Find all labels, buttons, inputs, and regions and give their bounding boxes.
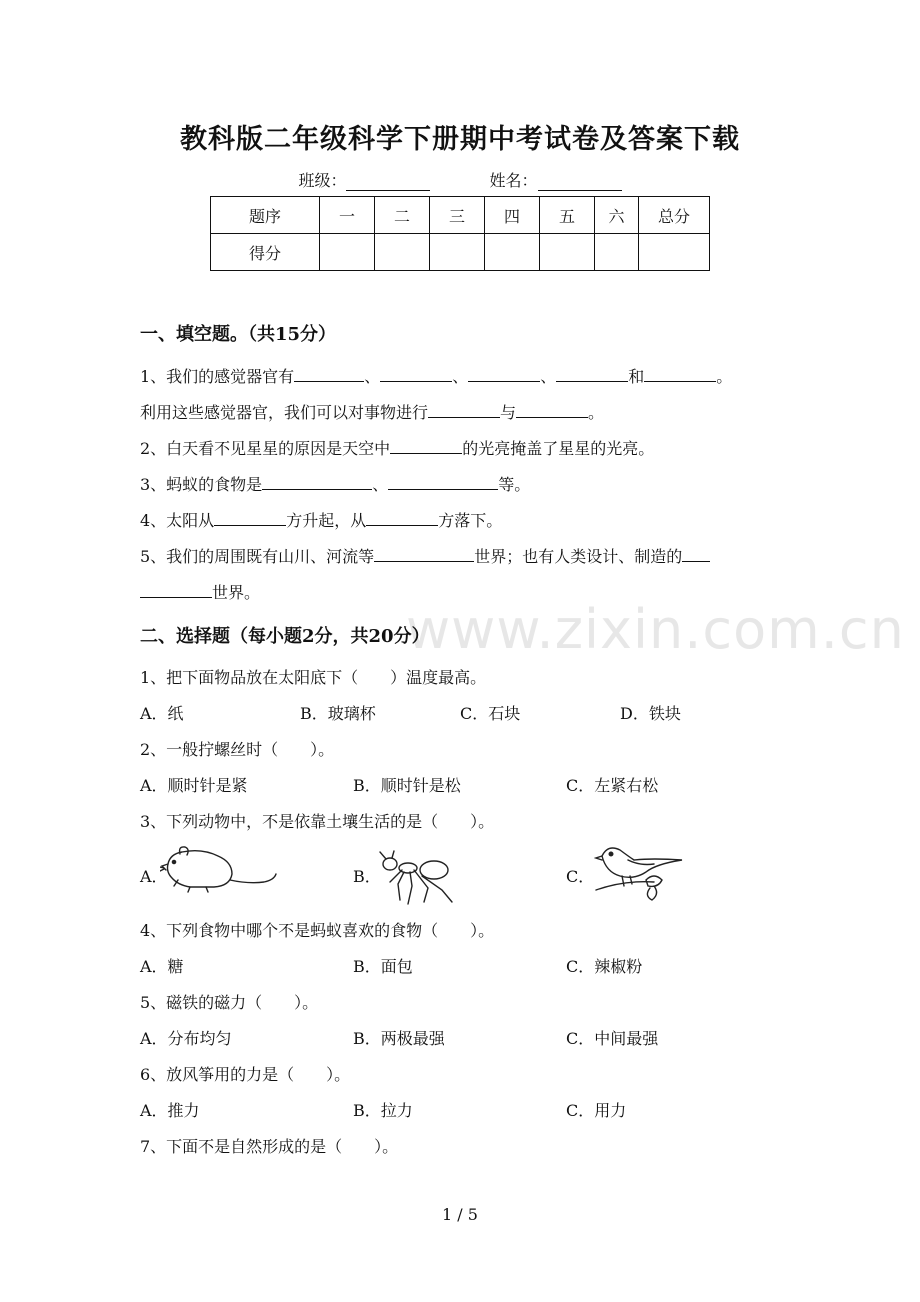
mouse-illustration [160, 842, 280, 894]
table-cell: 一 [320, 197, 375, 234]
option-a[interactable]: A．纸 [140, 704, 184, 723]
choice-q4: 4、下列食物中哪个不是蚂蚁喜欢的食物（ ）。 [140, 921, 495, 940]
table-cell: 得分 [211, 234, 320, 271]
score-cell[interactable] [540, 234, 595, 271]
bird-illustration [594, 842, 686, 906]
choice-q2: 2、一般拧螺丝时（ ）。 [140, 740, 335, 759]
fill-q4 [140, 508, 502, 531]
q-text: 、 [364, 367, 381, 386]
score-cell[interactable] [595, 234, 639, 271]
name-blank[interactable] [538, 172, 622, 191]
table-cell: 总分 [639, 197, 710, 234]
q-text: 2、白天看不见星星的原因是天空中 [140, 439, 391, 458]
answer-blank[interactable] [262, 473, 372, 490]
score-cell[interactable] [485, 234, 540, 271]
answer-blank[interactable] [214, 509, 286, 526]
table-cell: 二 [375, 197, 430, 234]
choice-q6: 6、放风筝用的力是（ ）。 [140, 1065, 351, 1084]
answer-blank[interactable] [294, 365, 364, 382]
class-blank[interactable] [346, 172, 430, 191]
choice-q5: 5、磁铁的磁力（ ）。 [140, 993, 319, 1012]
score-table-header-row [211, 197, 710, 234]
score-table-score-row [211, 234, 710, 271]
q-text: 和 [628, 367, 645, 386]
option-c[interactable]: C．辣椒粉 [566, 957, 643, 976]
score-cell[interactable] [430, 234, 485, 271]
option-b[interactable]: B． [353, 867, 381, 886]
table-cell: 三 [430, 197, 485, 234]
exam-title: 教科版二年级科学下册期中考试卷及答案下载 [180, 124, 740, 155]
name-label: 姓名： [489, 171, 538, 190]
q-text: 方升起，从 [286, 511, 367, 530]
option-c[interactable]: C．中间最强 [566, 1029, 659, 1048]
q-text: 利用这些感觉器官，我们可以对事物进行 [140, 403, 429, 422]
option-b[interactable]: B．顺时针是松 [353, 776, 461, 795]
q-text: 与 [500, 403, 517, 422]
fill-q3 [140, 472, 530, 495]
answer-blank[interactable] [556, 365, 628, 382]
table-cell: 六 [595, 197, 639, 234]
q-text: 世界；也有人类设计、制造的 [474, 547, 683, 566]
q-text: 等。 [498, 475, 531, 494]
table-cell: 题序 [211, 197, 320, 234]
answer-blank[interactable] [374, 545, 474, 562]
q-text: 1、我们的感觉器官有 [140, 367, 295, 386]
score-table [210, 196, 710, 271]
q-text: 方落下。 [438, 511, 503, 530]
ant-illustration [378, 850, 460, 906]
option-b[interactable]: B．玻璃杯 [300, 704, 376, 723]
answer-blank[interactable] [682, 545, 710, 562]
class-label: 班级： [298, 171, 347, 190]
fill-q1a [140, 364, 732, 387]
watermark: www.zixin.com.cn [406, 598, 905, 661]
option-c[interactable]: C．石块 [460, 704, 521, 723]
answer-blank[interactable] [428, 401, 500, 418]
table-cell: 五 [540, 197, 595, 234]
q-text: 的光亮掩盖了星星的光亮。 [462, 439, 655, 458]
q-text: 3、蚂蚁的食物是 [140, 475, 263, 494]
option-c[interactable]: C．左紧右松 [566, 776, 659, 795]
option-a[interactable]: A．推力 [140, 1101, 200, 1120]
option-a[interactable]: A．分布均匀 [140, 1029, 232, 1048]
q-text: 、 [540, 367, 557, 386]
option-b[interactable]: B．拉力 [353, 1101, 413, 1120]
q-text: 、 [372, 475, 389, 494]
answer-blank[interactable] [380, 365, 452, 382]
option-a[interactable]: A．顺时针是紧 [140, 776, 248, 795]
answer-blank[interactable] [366, 509, 438, 526]
answer-blank[interactable] [468, 365, 540, 382]
fill-q1b [140, 400, 604, 423]
q-text: 、 [452, 367, 469, 386]
option-b[interactable]: B．面包 [353, 957, 413, 976]
section2-heading: 二、选择题（每小题2分，共20分） [140, 626, 430, 647]
option-d[interactable]: D．铁块 [620, 704, 681, 723]
page-indicator: 1 / 5 [442, 1205, 478, 1224]
score-cell[interactable] [320, 234, 375, 271]
answer-blank[interactable] [390, 437, 462, 454]
answer-blank[interactable] [516, 401, 588, 418]
q-text: 。 [716, 367, 733, 386]
choice-q7: 7、下面不是自然形成的是（ ）。 [140, 1137, 399, 1156]
section1-heading: 一、填空题。（共15分） [140, 324, 337, 345]
fill-q5b [140, 580, 260, 603]
answer-blank[interactable] [644, 365, 716, 382]
q-text: 世界。 [212, 583, 261, 602]
answer-blank[interactable] [140, 581, 212, 598]
answer-blank[interactable] [388, 473, 498, 490]
choice-q1: 1、把下面物品放在太阳底下（ ）温度最高。 [140, 668, 487, 687]
fill-q5 [140, 544, 710, 567]
table-cell: 四 [485, 197, 540, 234]
q-text: 4、太阳从 [140, 511, 215, 530]
q-text: 。 [588, 403, 605, 422]
student-info [0, 168, 920, 191]
option-a[interactable]: A． [140, 867, 168, 886]
option-c[interactable]: C． [566, 867, 595, 886]
score-cell[interactable] [639, 234, 710, 271]
q-text: 5、我们的周围既有山川、河流等 [140, 547, 375, 566]
choice-q3: 3、下列动物中，不是依靠土壤生活的是（ ）。 [140, 812, 495, 831]
option-c[interactable]: C．用力 [566, 1101, 627, 1120]
score-cell[interactable] [375, 234, 430, 271]
option-b[interactable]: B．两极最强 [353, 1029, 445, 1048]
option-a[interactable]: A．糖 [140, 957, 184, 976]
fill-q2 [140, 436, 654, 459]
